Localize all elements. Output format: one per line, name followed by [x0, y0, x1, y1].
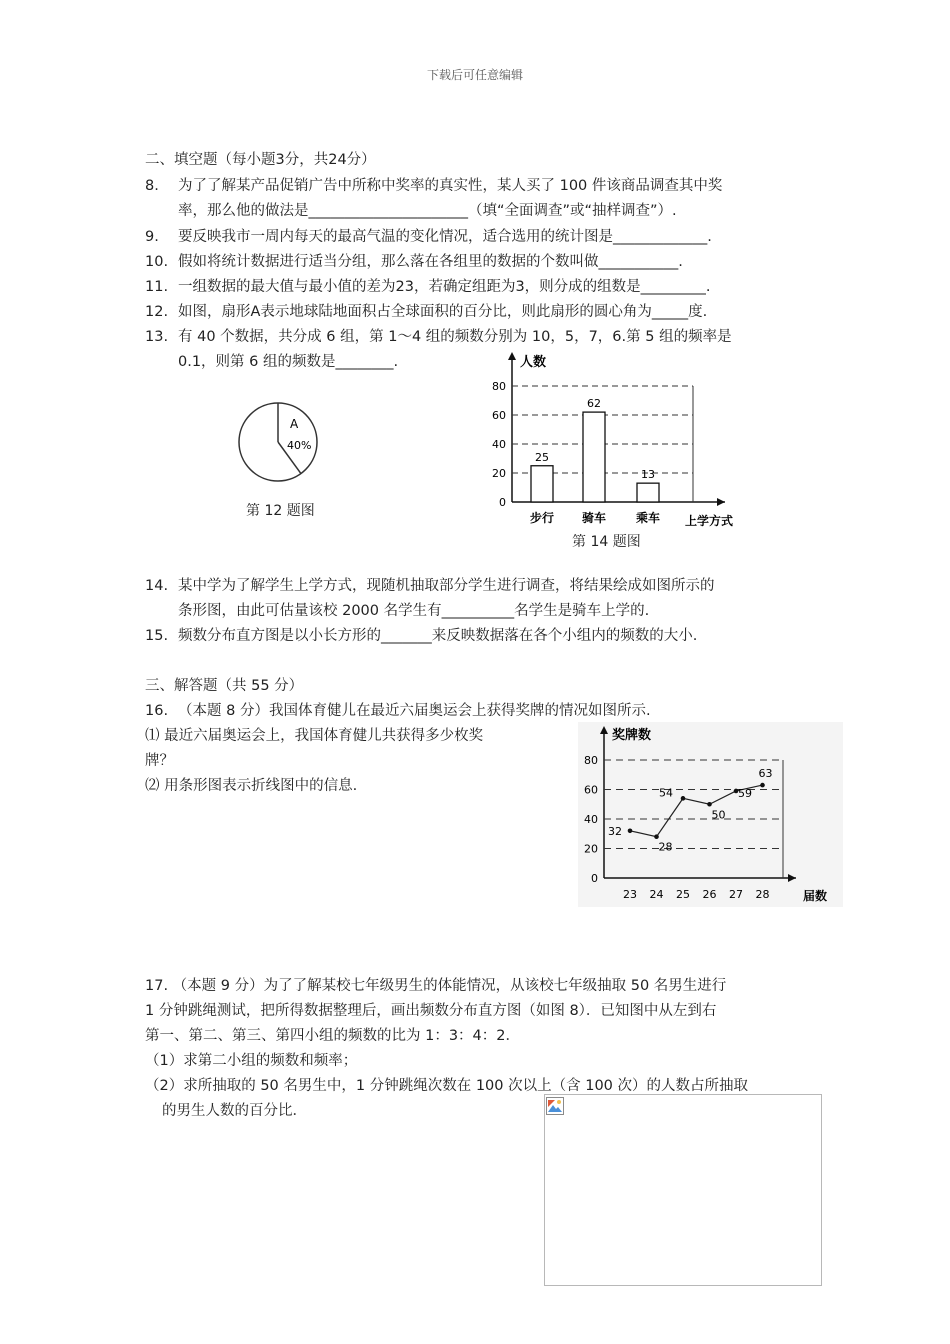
bar — [637, 483, 659, 502]
x-axis-arrow — [717, 498, 725, 506]
x-category-label: 步行 — [529, 511, 555, 525]
figure8-image-placeholder — [544, 1094, 822, 1286]
q14-line2: 条形图，由此可估量该校 2000 名学生有__________名学生是骑车上学的. — [178, 603, 650, 619]
q17-part2-line1: （2）求所抽取的 50 名男生中，1 分钟跳绳次数在 100 次以上（含 100 次）的人数占所抽取 — [145, 1078, 749, 1094]
data-label: 32 — [608, 824, 622, 838]
q17-part2-line2: 的男生人数的百分比． — [162, 1103, 307, 1119]
q15-text: 频数分布直方图是以小长方形的_______来反映数据落在各个小组内的频数的大小. — [178, 628, 698, 644]
y-axis-label: 奖牌数 — [612, 728, 652, 743]
page-header: 下载后可任意编辑 — [426, 68, 523, 82]
y-tick-label: 20 — [584, 842, 598, 856]
section2-title: 二、填空题（每小题3分，共24分） — [145, 152, 376, 168]
data-label: 63 — [758, 767, 773, 781]
bar-value-label: 25 — [535, 450, 549, 464]
q12-num: 12. — [145, 304, 169, 320]
fig16-line-chart — [578, 722, 843, 907]
q8-line2: 率，那么他的做法是______________________（填“全面调查”或“抽样调查”）. — [178, 203, 677, 219]
fig12-caption: 第 12 题图 — [246, 503, 315, 519]
x-tick-label: 28 — [755, 888, 770, 901]
y-axis-label: 人数 — [520, 355, 547, 370]
pie-sector-percent: 40% — [287, 439, 312, 452]
q16-part1-line1: ⑴ 最近六届奥运会上，我国体育健儿共获得多少枚奖 — [145, 728, 484, 744]
fig14-caption: 第 14 题图 — [572, 534, 641, 550]
x-category-label: 乘车 — [635, 511, 661, 525]
q17-line3: 第一、第二、第三、第四小组的频数的比为 1：3：4：2． — [145, 1028, 521, 1044]
q14-line1: 某中学为了解学生上学方式，现随机抽取部分学生进行调查，将结果绘成如图所示的 — [178, 578, 715, 594]
y-tick-label: 40 — [492, 438, 506, 451]
q11-num: 11. — [145, 279, 169, 295]
q8-num: 8. — [145, 178, 159, 194]
q15-num: 15. — [145, 628, 169, 644]
x-axis-label: 届数 — [803, 889, 828, 903]
q13-line1: 有 40 个数据，共分成 6 组，第 1～4 组的频数分别为 10，5，7，6.第 5 组的频率是 — [178, 329, 732, 345]
q9-text: 要反映我市一周内每天的最高气温的变化情况，适合选用的统计图是_____________. — [178, 229, 712, 245]
x-axis-label: 上学方式 — [685, 514, 734, 528]
x-tick-label: 27 — [729, 888, 743, 901]
x-tick-label: 26 — [702, 888, 717, 901]
fig12-pie — [230, 398, 330, 488]
y-tick-label: 60 — [492, 409, 506, 422]
chart-background — [578, 722, 843, 907]
y-tick-label: 80 — [492, 380, 506, 393]
broken-image-icon — [546, 1097, 564, 1115]
data-point — [628, 829, 633, 834]
y-tick-label: 0 — [591, 872, 598, 885]
data-label: 54 — [659, 786, 673, 800]
x-tick-label: 24 — [649, 888, 664, 901]
q8-line1: 为了了解某产品促销广告中所称中奖率的真实性，某人买了 100 件该商品调查其中奖 — [178, 178, 723, 194]
section3-title: 三、解答题（共 55 分） — [145, 678, 304, 694]
bar — [583, 412, 605, 502]
bar-value-label: 13 — [641, 468, 655, 482]
y-tick-label: 60 — [584, 783, 598, 797]
data-label: 59 — [738, 786, 752, 800]
q12-text: 如图，扇形A表示地球陆地面积占全球面积的百分比，则此扇形的圆心角为_____度. — [178, 304, 708, 320]
y-tick-label: 40 — [584, 813, 598, 826]
q17-line1: 17. （本题 9 分）为了了解某校七年级男生的体能情况，从该校七年级抽取 50 名男生进行 — [145, 978, 727, 994]
q13-line2: 0.1，则第 6 组的频数是________. — [178, 354, 399, 370]
q16-text: （本题 8 分）我国体育健儿在最近六届奥运会上获得奖牌的情况如图所示. — [178, 703, 651, 719]
q11-text: 一组数据的最大值与最小值的差为23，若确定组距为3，则分成的组数是_________. — [178, 279, 711, 295]
q10-text: 假如将统计数据进行适当分组，那么落在各组里的数据的个数叫做___________. — [178, 254, 683, 270]
data-point — [760, 783, 765, 788]
q10-num: 10. — [145, 254, 169, 270]
y-tick-label: 80 — [584, 754, 598, 767]
y-tick-label: 0 — [499, 496, 506, 509]
data-label: 50 — [711, 808, 726, 822]
x-category-label: 骑车 — [581, 511, 607, 525]
y-tick-label: 20 — [492, 467, 506, 480]
fig14-bar-chart — [480, 348, 755, 533]
x-tick-label: 23 — [623, 888, 637, 901]
data-point — [707, 802, 712, 807]
data-label: 28 — [658, 840, 673, 854]
q13-num: 13. — [145, 329, 169, 345]
bar-value-label: 62 — [587, 397, 601, 411]
y-axis-arrow — [508, 352, 516, 360]
data-point — [654, 834, 659, 839]
q17-line2: 1 分钟跳绳测试，把所得数据整理后，画出频数分布直方图（如图 8）．已知图中从左到右 — [145, 1003, 717, 1019]
q17-part1: （1）求第二小组的频数和频率； — [145, 1053, 358, 1069]
q16-num: 16. — [145, 703, 169, 719]
q9-num: 9. — [145, 229, 159, 245]
x-tick-label: 25 — [676, 888, 690, 901]
q14-num: 14. — [145, 578, 169, 594]
bar — [531, 466, 553, 502]
q16-part1-line2: 牌？ — [145, 753, 174, 769]
q16-part2: ⑵ 用条形图表示折线图中的信息. — [145, 778, 358, 794]
pie-sector-label: A — [290, 417, 299, 431]
data-point — [681, 796, 686, 801]
